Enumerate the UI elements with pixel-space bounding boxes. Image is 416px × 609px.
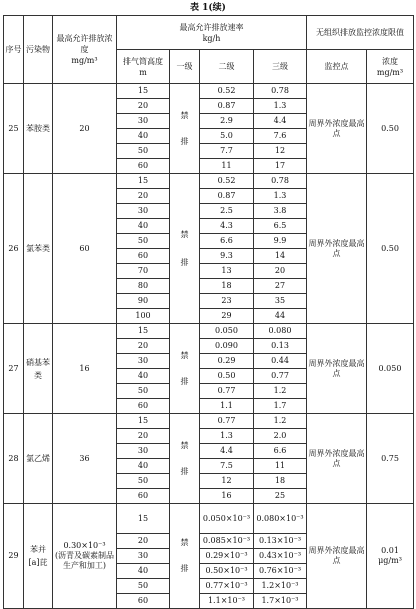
- uconc-unit: μg/m³: [378, 556, 402, 565]
- level-2-rate: 1.1: [200, 399, 254, 414]
- level-3-rate: 0.78: [254, 174, 307, 189]
- header-level-2: 二级: [200, 50, 254, 84]
- row-number: 29: [4, 504, 24, 609]
- forbid-text: 禁: [180, 350, 189, 360]
- level-3-rate: 17: [254, 159, 307, 174]
- stack-height-cell: 30: [117, 354, 170, 369]
- stack-height-cell: 40: [117, 459, 170, 474]
- header-no: 序号: [4, 16, 24, 84]
- stack-height-cell: 50: [117, 144, 170, 159]
- level-3-rate: 0.76×10⁻³: [254, 564, 307, 579]
- stack-height-cell: 20: [117, 189, 170, 204]
- stack-height-cell: 20: [117, 339, 170, 354]
- level-3-rate: 3.8: [254, 204, 307, 219]
- level-3-rate: 35: [254, 294, 307, 309]
- level-2-rate: 0.77: [200, 414, 254, 429]
- level-1-forbidden: [170, 414, 200, 504]
- forbid-text: 禁: [180, 440, 189, 450]
- pollutant-name: 苯胺类: [24, 84, 53, 174]
- level-2-rate: 23: [200, 294, 254, 309]
- level-2-rate: 0.52: [200, 174, 254, 189]
- level-3-rate: 0.080×10⁻³: [254, 504, 307, 534]
- header-level-1: 一级: [170, 50, 200, 84]
- stack-height-cell: 50: [117, 234, 170, 249]
- level-2-rate: 5.0: [200, 129, 254, 144]
- header-pollutant: 污染物: [24, 16, 53, 84]
- level-3-rate: 1.2: [254, 384, 307, 399]
- stack-height-cell: 50: [117, 474, 170, 489]
- level-2-rate: 29: [200, 309, 254, 324]
- level-2-rate: 0.77×10⁻³: [200, 579, 254, 594]
- level-3-rate: 0.44: [254, 354, 307, 369]
- level-2-rate: 13: [200, 264, 254, 279]
- level-3-rate: 0.080: [254, 324, 307, 339]
- level-3-rate: 1.2×10⁻³: [254, 579, 307, 594]
- level-2-rate: 4.4: [200, 444, 254, 459]
- pai-text: 排: [180, 376, 189, 386]
- stack-height-cell: 20: [117, 534, 170, 549]
- level-3-rate: 1.7: [254, 399, 307, 414]
- level-1-forbidden: [170, 174, 200, 324]
- stack-height-cell: 60: [117, 399, 170, 414]
- uconc-value: 0.01: [381, 546, 399, 555]
- stack-height-cell: 15: [117, 414, 170, 429]
- monitor-point: 周界外浓度最高点: [307, 174, 367, 324]
- table-row: [4, 414, 414, 429]
- stack-height-cell: 40: [117, 369, 170, 384]
- level-3-rate: 9.9: [254, 234, 307, 249]
- level-2-rate: 0.29: [200, 354, 254, 369]
- header-uconc-unit: mg/m³: [376, 67, 404, 77]
- pai-text: 排: [180, 466, 189, 476]
- level-2-rate: 0.085×10⁻³: [200, 534, 254, 549]
- unorg-concentration: [367, 504, 414, 609]
- max-concentration: 16: [53, 324, 117, 414]
- table-row: [4, 174, 414, 189]
- forbid-gap: [171, 242, 198, 256]
- level-2-rate: 6.6: [200, 234, 254, 249]
- level-2-rate: 0.090: [200, 339, 254, 354]
- forbid-text: 禁: [180, 538, 189, 547]
- level-2-rate: 1.1×10⁻³: [200, 594, 254, 609]
- level-3-rate: 6.5: [254, 219, 307, 234]
- level-3-rate: 0.43×10⁻³: [254, 549, 307, 564]
- stack-height-cell: 40: [117, 564, 170, 579]
- pollutant-name: 氯苯类: [24, 174, 53, 324]
- stack-height-cell: 60: [117, 594, 170, 609]
- level-2-rate: 0.77: [200, 384, 254, 399]
- stack-height-cell: 15: [117, 174, 170, 189]
- level-1-forbidden: [170, 324, 200, 414]
- conc-value: 0.30×10⁻³: [63, 541, 106, 550]
- level-2-rate: 12: [200, 474, 254, 489]
- max-concentration: [53, 504, 117, 609]
- stack-height-cell: 80: [117, 279, 170, 294]
- header-max-rate: [117, 16, 307, 50]
- stack-height-cell: 50: [117, 579, 170, 594]
- header-conc-unit: mg/m³: [71, 56, 98, 65]
- level-3-rate: 0.77: [254, 369, 307, 384]
- level-3-rate: 1.7×10⁻³: [254, 594, 307, 609]
- row-number: 27: [4, 324, 24, 414]
- monitor-point: 周界外浓度最高点: [307, 414, 367, 504]
- level-2-rate: 0.87: [200, 189, 254, 204]
- pollutant-name: 氯乙烯: [24, 414, 53, 504]
- level-2-rate: 4.3: [200, 219, 254, 234]
- level-3-rate: 12: [254, 144, 307, 159]
- table-row: [4, 84, 414, 99]
- forbid-gap: [171, 363, 198, 375]
- row-number: 25: [4, 84, 24, 174]
- level-3-rate: 1.2: [254, 414, 307, 429]
- pai-text: 排: [180, 136, 189, 146]
- conc-note: (沥青及碳素制品生产和加工): [54, 551, 115, 570]
- stack-height-cell: 15: [117, 84, 170, 99]
- unorg-concentration: 0.50: [367, 84, 414, 174]
- pai-text: 排: [180, 564, 189, 573]
- level-3-rate: 4.4: [254, 114, 307, 129]
- level-3-rate: 44: [254, 309, 307, 324]
- level-3-rate: 2.0: [254, 429, 307, 444]
- stack-height-cell: 30: [117, 204, 170, 219]
- level-3-rate: 6.6: [254, 444, 307, 459]
- level-2-rate: 16: [200, 489, 254, 504]
- stack-height-cell: 50: [117, 384, 170, 399]
- header-unorg-concentration: [367, 50, 414, 84]
- header-height-label: 排气筒高度: [123, 56, 163, 66]
- unorg-concentration: 0.050: [367, 324, 414, 414]
- max-concentration: 36: [53, 414, 117, 504]
- level-2-rate: 2.9: [200, 114, 254, 129]
- level-2-rate: 7.5: [200, 459, 254, 474]
- level-2-rate: 0.050×10⁻³: [200, 504, 254, 534]
- header-stack-height: [117, 50, 170, 84]
- stack-height-cell: 60: [117, 249, 170, 264]
- table-row: [4, 504, 414, 534]
- level-3-rate: 7.6: [254, 129, 307, 144]
- pai-text: 排: [180, 257, 189, 267]
- forbid-gap: [171, 453, 198, 465]
- level-3-rate: 14: [254, 249, 307, 264]
- level-3-rate: 1.3: [254, 99, 307, 114]
- unorg-concentration: 0.50: [367, 174, 414, 324]
- stack-height-cell: 100: [117, 309, 170, 324]
- level-3-rate: 0.13: [254, 339, 307, 354]
- stack-height-cell: 60: [117, 159, 170, 174]
- level-3-rate: 18: [254, 474, 307, 489]
- stack-height-cell: 60: [117, 489, 170, 504]
- level-3-rate: 11: [254, 459, 307, 474]
- header-unorganized: 无组织排放监控浓度限值: [307, 16, 414, 50]
- forbid-text: 禁: [180, 229, 189, 239]
- level-2-rate: 0.50×10⁻³: [200, 564, 254, 579]
- forbid-text: 禁: [180, 110, 189, 120]
- max-concentration: 60: [53, 174, 117, 324]
- stack-height-cell: 40: [117, 219, 170, 234]
- unorg-concentration: 0.75: [367, 414, 414, 504]
- level-2-rate: 0.50: [200, 369, 254, 384]
- level-2-rate: 11: [200, 159, 254, 174]
- stack-height-cell: 30: [117, 444, 170, 459]
- row-number: 28: [4, 414, 24, 504]
- level-2-rate: 0.050: [200, 324, 254, 339]
- emission-standards-table: [3, 15, 414, 609]
- table-body: [4, 84, 414, 609]
- header-uconc-label: 浓度: [382, 56, 398, 66]
- level-1-forbidden: [170, 84, 200, 174]
- level-3-rate: 0.13×10⁻³: [254, 534, 307, 549]
- stack-height-cell: 70: [117, 264, 170, 279]
- stack-height-cell: 30: [117, 549, 170, 564]
- level-3-rate: 0.78: [254, 84, 307, 99]
- monitor-point: 周界外浓度最高点: [307, 504, 367, 609]
- header-height-unit: m: [139, 67, 147, 77]
- stack-height-cell: 15: [117, 324, 170, 339]
- level-2-rate: 18: [200, 279, 254, 294]
- header-monitor-point: 监控点: [307, 50, 367, 84]
- stack-height-cell: 20: [117, 429, 170, 444]
- stack-height-cell: 90: [117, 294, 170, 309]
- monitor-point: 周界外浓度最高点: [307, 84, 367, 174]
- level-2-rate: 1.3: [200, 429, 254, 444]
- level-2-rate: 0.87: [200, 99, 254, 114]
- pollutant-name: 硝基苯类: [24, 324, 53, 414]
- row-number: 26: [4, 174, 24, 324]
- max-concentration: 20: [53, 84, 117, 174]
- table-caption: 表 1(续): [190, 3, 226, 13]
- monitor-point: 周界外浓度最高点: [307, 324, 367, 414]
- header-max-concentration: [53, 16, 117, 84]
- level-2-rate: 9.3: [200, 249, 254, 264]
- level-3-rate: 25: [254, 489, 307, 504]
- level-3-rate: 27: [254, 279, 307, 294]
- stack-height-cell: 15: [117, 504, 170, 534]
- header-level-3: 三级: [254, 50, 307, 84]
- stack-height-cell: 20: [117, 99, 170, 114]
- level-2-rate: 0.52: [200, 84, 254, 99]
- table-row: [4, 324, 414, 339]
- level-3-rate: 1.3: [254, 189, 307, 204]
- level-1-forbidden: [170, 504, 200, 609]
- header-rate-label: 最高允许排放速率: [179, 22, 244, 32]
- stack-height-cell: 40: [117, 129, 170, 144]
- stack-height-cell: 30: [117, 114, 170, 129]
- header-rate-unit: kg/h: [202, 33, 221, 43]
- level-3-rate: 20: [254, 264, 307, 279]
- forbid-gap: [171, 123, 198, 135]
- level-2-rate: 7.7: [200, 144, 254, 159]
- level-2-rate: 2.5: [200, 204, 254, 219]
- header-conc-label: 最高允许排放浓度: [56, 34, 113, 54]
- level-2-rate: 0.29×10⁻³: [200, 549, 254, 564]
- pollutant-name: 苯并[a]芘: [24, 504, 53, 609]
